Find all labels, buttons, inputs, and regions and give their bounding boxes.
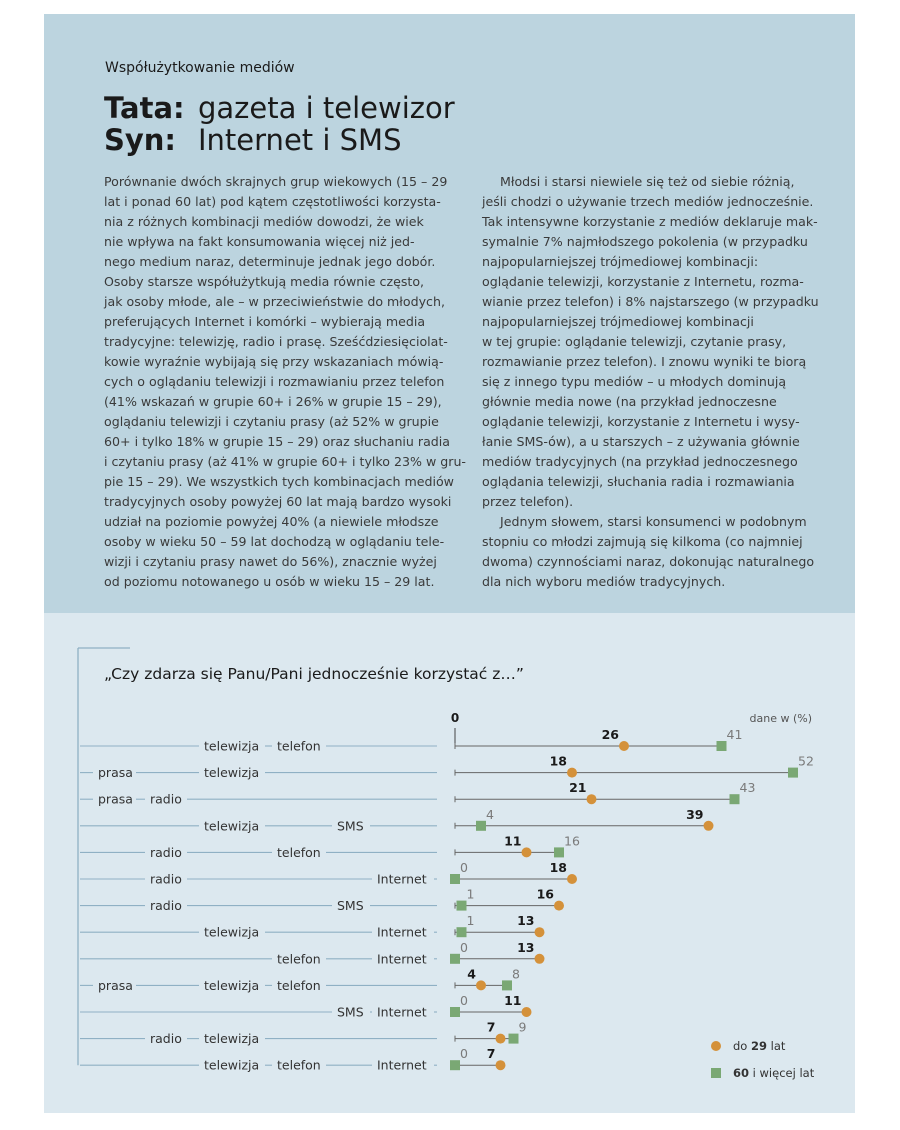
- value-label-60plus: 0: [460, 860, 468, 875]
- marker-29: [567, 874, 577, 884]
- article-line: (41% wskazań w grupie 60+ i 26% w grupie 15 – 29),: [104, 394, 442, 409]
- value-label-29: 18: [549, 753, 567, 769]
- media-label-radio: radio: [150, 791, 182, 807]
- marker-60plus: [554, 847, 564, 857]
- value-label-60plus: 4: [486, 806, 494, 822]
- legend-label-29: do 29 lat: [733, 1039, 786, 1053]
- marker-60plus: [730, 794, 740, 804]
- marker-60plus: [450, 954, 460, 964]
- value-label-29: 7: [486, 1046, 496, 1062]
- media-label-telewizja: telewizja: [204, 1057, 260, 1073]
- value-label-29: 13: [517, 913, 535, 929]
- marker-29: [567, 768, 577, 778]
- media-label-internet: Internet: [377, 1004, 427, 1020]
- article-line: dla nich wyboru mediów tradycyjnych.: [482, 574, 726, 589]
- article-line: tradycyjne: telewizję, radio i prasę. Sześćdziesięciolat-: [104, 334, 448, 349]
- marker-60plus: [450, 1060, 460, 1070]
- article-line: oglądaniu telewizji i czytaniu prasy (aż 52% w grupie: [104, 414, 439, 429]
- marker-60plus: [476, 821, 486, 831]
- article-line: stopniu co młodzi zajmują się kilkoma (co najmniej: [482, 534, 803, 549]
- value-label-60plus: 41: [726, 727, 743, 742]
- media-label-telefon: telefon: [277, 951, 321, 967]
- article-line: rozmawianie przez telefon). I znowu wyniki te biorą: [482, 354, 807, 369]
- headline-text-1: gazeta i telewizor: [198, 91, 455, 125]
- article-line: Porównanie dwóch skrajnych grup wiekowych (15 – 29: [104, 174, 448, 189]
- article-line: jeśli chodzi o używanie trzech mediów jednocześnie.: [482, 194, 814, 209]
- article-line: mediów tradycyjnych (na przykład jednoczesnego: [482, 454, 798, 469]
- media-label-telewizja: telewizja: [204, 1031, 260, 1047]
- article-line: udział na poziomie powyżej 40% (a niewiele młodsze: [104, 514, 439, 529]
- legend-marker-60plus: [711, 1068, 721, 1078]
- value-label-29: 13: [517, 939, 535, 955]
- article-line: się z innego typu mediów – u młodych dominują: [482, 374, 787, 389]
- value-label-29: 4: [467, 966, 476, 982]
- chart-question-title: „Czy zdarza się Panu/Pani jednocześnie korzystać z…”: [104, 665, 524, 683]
- article-line: dwoma) czynnościami naraz, dokonując naturalnego: [482, 554, 815, 569]
- value-label-60plus: 0: [460, 939, 468, 955]
- media-label-radio: radio: [150, 871, 182, 887]
- legend-label-60plus: 60 i więcej lat: [733, 1066, 815, 1080]
- marker-29: [522, 1007, 532, 1017]
- media-label-radio: radio: [150, 1031, 182, 1047]
- value-label-60plus: 8: [512, 966, 520, 982]
- marker-29: [476, 980, 486, 990]
- media-label-internet: Internet: [377, 951, 427, 967]
- media-label-prasa: prasa: [98, 977, 133, 993]
- article-line: oglądania telewizji, słuchania radia i rozmawiania: [482, 474, 795, 489]
- marker-29: [522, 847, 532, 857]
- media-label-telewizja: telewizja: [204, 738, 260, 754]
- article-line: pie 15 – 29). We wszystkich tych kombinacjach mediów: [104, 474, 454, 489]
- article-line: wianie przez telefon) i 8% najstarszego (w przypadku: [482, 294, 819, 309]
- article-line: nego medium naraz, determinuje jednak jego dobór.: [104, 254, 436, 269]
- article-line: preferujących Internet i komórki – wybierają media: [104, 314, 426, 329]
- headline-label-2: Syn:: [104, 123, 177, 157]
- article-line: 60+ i tylko 18% w grupie 15 – 29) oraz słuchaniu radia: [104, 434, 451, 449]
- marker-29: [704, 821, 714, 831]
- article-line: Tak intensywne korzystanie z mediów deklaruje mak-: [482, 214, 818, 229]
- marker-29: [554, 901, 564, 911]
- marker-60plus: [502, 980, 512, 990]
- article-line: głównie media nowe (na przykład jednoczesne: [482, 394, 777, 409]
- article-line: od poziomu notowanego u osób w wieku 15 – 29 lat.: [104, 574, 435, 589]
- marker-60plus: [788, 768, 798, 778]
- media-label-prasa: prasa: [98, 765, 133, 781]
- media-label-radio: radio: [150, 844, 182, 860]
- value-label-60plus: 52: [798, 753, 814, 769]
- media-label-telefon: telefon: [277, 977, 321, 993]
- article-line: w tej grupie: oglądanie telewizji, czytanie prasy,: [482, 334, 787, 349]
- marker-60plus: [509, 1034, 519, 1044]
- article-line: symalnie 7% najmłodszego pokolenia (w przypadku: [482, 234, 808, 249]
- value-label-29: 39: [686, 806, 704, 822]
- article-line: wizji i czytaniu prasy nawet do 56%), znacznie wyżej: [104, 554, 437, 569]
- marker-60plus: [450, 1007, 460, 1017]
- value-label-60plus: 16: [564, 833, 580, 849]
- article-line: osoby w wieku 50 – 59 lat dochodzą w oglądaniu tele-: [104, 534, 445, 549]
- article-line: kowie wyraźnie wybijają się przy wskazaniach mówią-: [104, 354, 444, 369]
- media-label-telewizja: telewizja: [204, 924, 260, 940]
- article-line: przez telefon).: [482, 494, 574, 509]
- article-line: nia z różnych kombinacji mediów dowodzi, że wiek: [104, 214, 424, 229]
- article-line: najpopularniejszej trójmediowej kombinacji:: [482, 254, 759, 269]
- headline-label-1: Tata:: [104, 91, 185, 125]
- article-line: lat i ponad 60 lat) pod kątem częstotliwości korzysta-: [104, 194, 441, 209]
- marker-60plus: [450, 874, 460, 884]
- media-label-radio: radio: [150, 898, 182, 914]
- marker-29: [496, 1060, 506, 1070]
- value-label-29: 11: [504, 993, 522, 1008]
- value-label-29: 21: [569, 780, 587, 796]
- media-label-telefon: telefon: [277, 738, 321, 754]
- value-label-29: 11: [504, 833, 522, 849]
- article-line: oglądanie telewizji, korzystanie z Internetu, rozma-: [482, 274, 804, 289]
- value-label-29: 16: [536, 886, 554, 902]
- article-line: cych o oglądaniu telewizji i rozmawianiu przez telefon: [104, 374, 445, 389]
- media-label-sms: SMS: [337, 1004, 364, 1020]
- section-kicker: Współużytkowanie mediów: [105, 60, 295, 76]
- value-label-60plus: 43: [739, 780, 756, 796]
- headline-text-2: Internet i SMS: [198, 123, 402, 157]
- media-label-telewizja: telewizja: [204, 977, 260, 993]
- legend-marker-29: [711, 1041, 721, 1051]
- marker-29: [535, 927, 545, 937]
- value-label-60plus: 1: [466, 886, 475, 902]
- media-label-internet: Internet: [377, 871, 427, 887]
- media-label-internet: Internet: [377, 924, 427, 940]
- value-label-29: 18: [549, 860, 567, 875]
- media-label-sms: SMS: [337, 818, 364, 834]
- value-label-60plus: 0: [460, 1046, 468, 1062]
- article-line: jak osoby młode, ale – w przeciwieństwie do młodych,: [104, 294, 445, 309]
- marker-29: [619, 741, 629, 751]
- article-line: oglądanie telewizji, korzystanie z Internetu i wysy-: [482, 414, 800, 429]
- media-label-prasa: prasa: [98, 791, 133, 807]
- article-line: Jednym słowem, starsi konsumenci w podobnym: [500, 514, 807, 529]
- value-label-60plus: 1: [466, 913, 475, 929]
- article-line: Osoby starsze współużytkują media równie często,: [104, 274, 425, 289]
- article-line: tradycyjnych osoby powyżej 60 lat mają bardzo wysoki: [104, 494, 452, 509]
- value-label-60plus: 0: [460, 993, 468, 1008]
- article-line: nie wpływa na fakt konsumowania więcej niż jed-: [104, 234, 415, 249]
- article-line: i czytaniu prasy (aż 41% w grupie 60+ i tylko 23% w gru-: [104, 454, 466, 469]
- article-line: Młodsi i starsi niewiele się też od siebie różnią,: [500, 174, 795, 189]
- media-label-internet: Internet: [377, 1057, 427, 1073]
- article-line: łanie SMS-ów), a u starszych – z używania głównie: [482, 434, 800, 449]
- value-label-60plus: 9: [518, 1019, 527, 1035]
- marker-60plus: [457, 927, 467, 937]
- value-label-29: 7: [486, 1019, 496, 1035]
- article-line: najpopularniejszej trójmediowej kombinacji: [482, 314, 754, 329]
- marker-29: [587, 794, 597, 804]
- marker-29: [496, 1034, 506, 1044]
- marker-29: [535, 954, 545, 964]
- unit-label: dane w (%): [749, 712, 812, 725]
- media-label-telefon: telefon: [277, 1057, 321, 1073]
- value-label-29: 26: [601, 727, 619, 742]
- media-label-sms: SMS: [337, 898, 364, 914]
- media-label-telewizja: telewizja: [204, 818, 260, 834]
- media-label-telefon: telefon: [277, 844, 321, 860]
- marker-60plus: [717, 741, 727, 751]
- marker-60plus: [457, 901, 467, 911]
- media-label-telewizja: telewizja: [204, 765, 260, 781]
- axis-zero-label: 0: [450, 711, 460, 725]
